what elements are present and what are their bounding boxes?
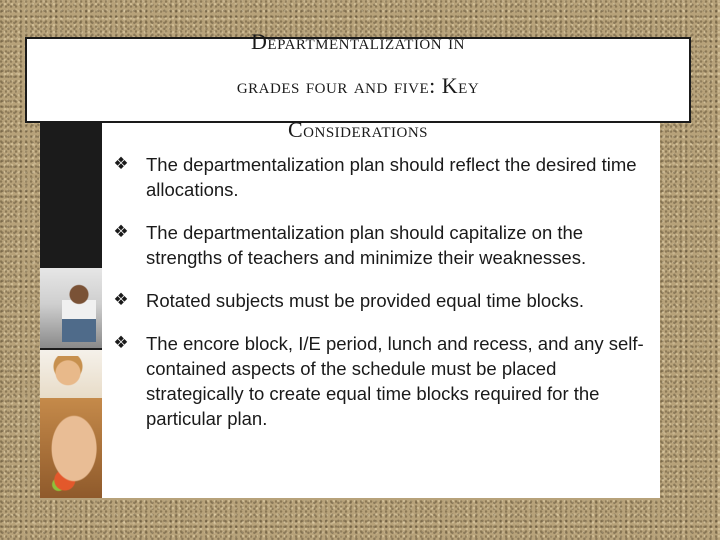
student-reading-photo [40, 268, 102, 348]
bullet-item [110, 152, 655, 202]
diamond-bullet-icon: ❖ [113, 333, 129, 353]
student-figure [48, 356, 88, 398]
diamond-bullet-icon: ❖ [113, 290, 129, 310]
bullet-item [110, 220, 655, 270]
bullet-item [110, 288, 655, 313]
photo-strip [40, 118, 102, 498]
title-line-3: Considerations [287, 117, 428, 142]
diamond-bullet-icon: ❖ [113, 154, 129, 174]
student-writing-photo [40, 350, 102, 398]
student-figure [40, 408, 102, 498]
diamond-bullet-icon: ❖ [113, 222, 129, 242]
bullet-text: The departmentalization plan should reflect the desired time allocations. [146, 154, 637, 200]
title-line-1: Departmentalization in [251, 29, 465, 54]
bullet-text: Rotated subjects must be provided equal time blocks. [146, 290, 585, 311]
student-apple-photo [40, 398, 102, 498]
slide-title [25, 20, 691, 152]
bullet-text: The encore block, I/E period, lunch and recess, and any self-contained aspects of the schedule must be placed strategically to create equal time blocks required for the particular plan. [146, 333, 644, 429]
bullet-list [110, 152, 655, 449]
student-figure [62, 284, 96, 342]
bullet-text: The departmentalization plan should capitalize on the strengths of teachers and minimize their weaknesses. [146, 222, 587, 268]
bullet-item [110, 331, 655, 431]
title-line-2: grades four and five: Key [236, 73, 480, 98]
